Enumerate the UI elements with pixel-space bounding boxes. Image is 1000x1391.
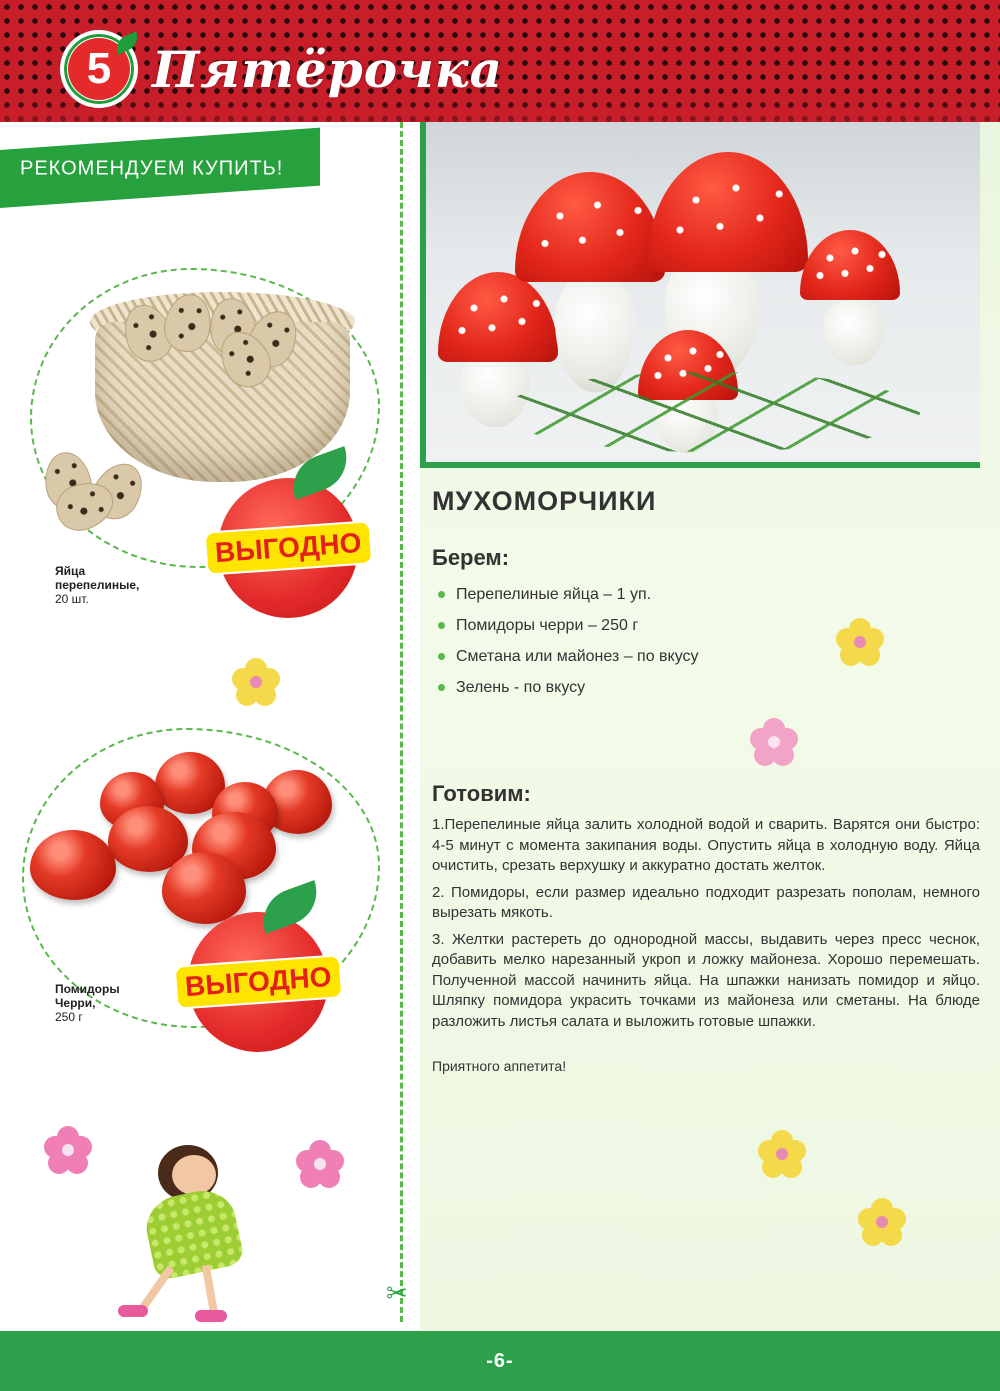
roller-skate-icon	[118, 1305, 148, 1317]
steps-list	[432, 815, 980, 1032]
product-name-line1: Яйца	[55, 564, 86, 578]
recipe-text	[432, 486, 980, 1074]
ingredient-item: Зелень - по вкусу	[432, 672, 980, 703]
flower-yellow-icon	[858, 1198, 906, 1246]
flower-pink-icon	[296, 1140, 344, 1188]
logo-number: 5	[68, 38, 130, 100]
product-caption-tomatoes	[55, 982, 120, 1024]
ingredient-item: Сметана или майонез – по вкусу	[432, 641, 980, 672]
deal-badge-eggs	[213, 478, 363, 618]
girl-dress	[141, 1185, 246, 1282]
recipe-title: МУХОМОРЧИКИ	[432, 486, 657, 516]
badge-label: ВЫГОДНО	[173, 954, 342, 1010]
photo-frame	[420, 462, 980, 468]
ingredients-heading: Берем:	[432, 545, 510, 570]
girl-leg	[202, 1265, 219, 1316]
arugula-leaves	[500, 372, 920, 452]
ingredient-item: Помидоры черри – 250 г	[432, 610, 980, 641]
photo-frame	[420, 122, 426, 468]
girl-illustration	[110, 1145, 260, 1325]
badge-label: ВЫГОДНО	[203, 520, 372, 576]
ingredients-list	[432, 579, 980, 703]
flower-yellow-icon	[836, 618, 884, 666]
product-qty: 20 шт.	[55, 592, 89, 606]
recipe-photo	[420, 122, 980, 468]
closing-line: Приятного аппетита!	[432, 1058, 567, 1074]
recipe-panel	[420, 122, 1000, 1332]
roller-skate-icon	[195, 1310, 227, 1322]
flower-pink-icon	[44, 1126, 92, 1174]
mushroom-cap	[800, 230, 900, 300]
deal-badge-tomatoes	[183, 912, 333, 1052]
girl-face	[172, 1155, 216, 1195]
header-band	[0, 0, 1000, 122]
scissors-icon: ✂	[386, 1278, 408, 1308]
cherry-tomato	[162, 852, 246, 924]
step-paragraph: 2. Помидоры, если размер идеально подходит разрезать пополам, немного вырезать мякоть.	[432, 883, 980, 921]
page-number: -6-	[486, 1349, 514, 1372]
recommend-banner	[0, 128, 320, 208]
footer-band	[0, 1331, 1000, 1391]
mushroom-stem	[555, 272, 635, 392]
step-paragraph: 3. Желтки растереть до однородной массы, выдавить через пресс чеснок, добавить мелко нарезанный укроп и ложку майонеза. Хорошо перемешать. Полученной массой начинить яйца. На шпажки нанизать помидор и яйцо. Шляпку помидора украсить точками из майонеза или сметаны. На блюде разложить листья салата и выложить готовые шпажки.	[432, 930, 980, 1030]
dashed-cut-line	[400, 122, 403, 1322]
product-qty: 250 г	[55, 1010, 83, 1024]
cherry-tomato	[30, 830, 116, 900]
mushroom-cap	[438, 272, 558, 362]
flower-yellow-icon	[758, 1130, 806, 1178]
steps-heading: Готовим:	[432, 781, 531, 806]
mushroom-stem	[823, 300, 885, 365]
mushroom-cap	[515, 172, 665, 282]
ingredient-item: Перепелиные яйца – 1 уп.	[432, 579, 980, 610]
step-paragraph: 1.Перепелиные яйца залить холодной водой и сварить. Варятся они быстро: 4-5 минут с момента закипания воды. Опустить яйца в холодную воду. Яйца очистить, срезать верхушку и аккуратно достать желток.	[432, 816, 980, 874]
product-name-line2: Черри,	[55, 996, 96, 1010]
brand-name: Пятёрочка	[152, 39, 504, 99]
logo-leaf-icon	[112, 31, 141, 55]
product-caption-eggs	[55, 564, 139, 606]
product-name-line2: перепелиные,	[55, 578, 140, 592]
flower-yellow-icon	[232, 658, 280, 706]
logo-circle	[60, 30, 138, 108]
product-name-line1: Помидоры	[55, 982, 120, 996]
flower-pink-icon	[750, 718, 798, 766]
brand-logo	[60, 30, 503, 108]
recommend-label: РЕКОМЕНДУЕМ КУПИТЬ!	[20, 156, 284, 179]
mushroom-cap	[648, 152, 808, 272]
